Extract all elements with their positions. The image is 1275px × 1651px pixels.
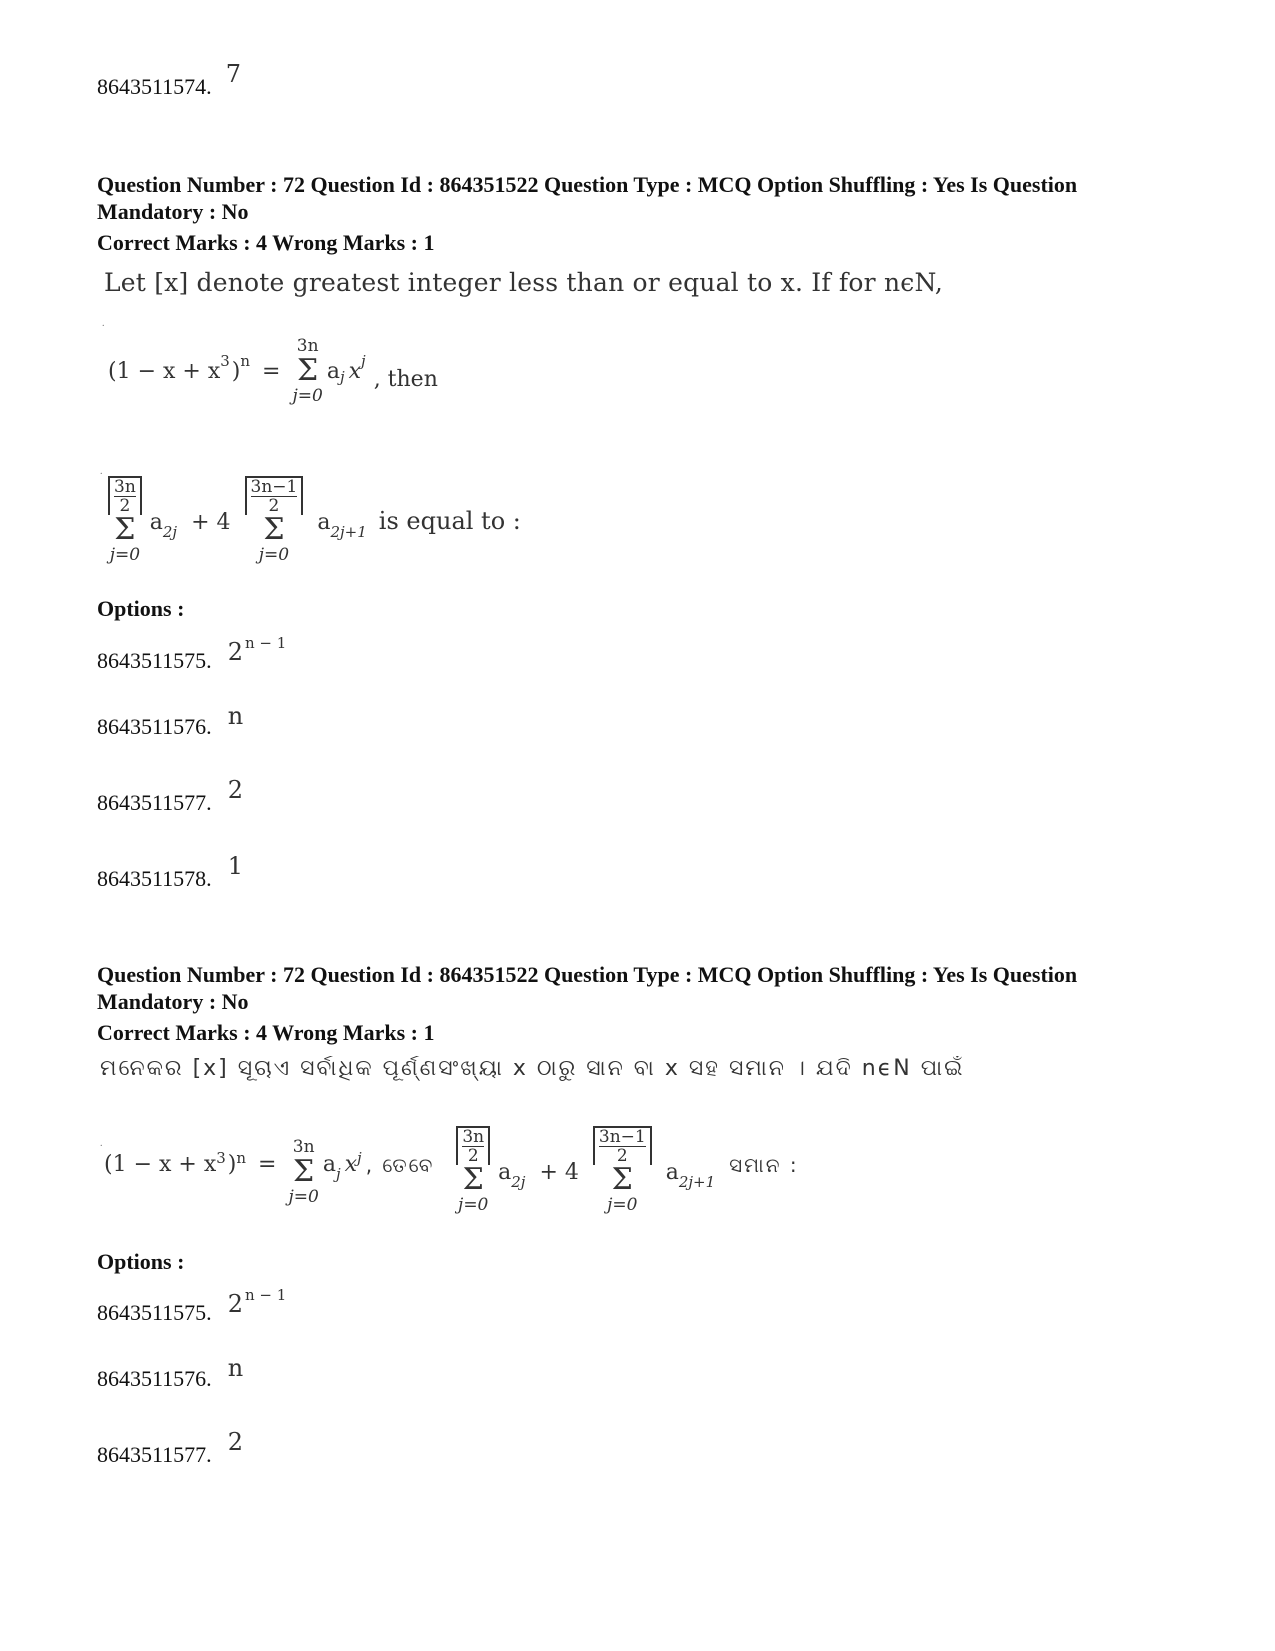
equal-to-text: is equal to :	[378, 507, 521, 535]
equation-sum	[108, 476, 521, 565]
term-a2j-sub: 2j	[162, 523, 178, 541]
sum-operator	[292, 336, 322, 406]
eq-equals: =	[262, 358, 281, 384]
term-x: x	[348, 358, 362, 384]
option-row	[97, 634, 287, 674]
then-text: , then	[373, 366, 438, 392]
question-meta-line2: Mandatory : No	[97, 989, 249, 1014]
option-sup: n − 1	[244, 1286, 287, 1304]
dot-marker: .	[100, 1138, 103, 1149]
term-a2j: a	[149, 510, 163, 535]
sum-top: 3n	[292, 1137, 315, 1157]
option-value: 1	[227, 852, 243, 880]
floor-num: 3n−1	[250, 477, 298, 497]
question-meta	[97, 961, 1197, 1015]
floor-den: 2	[616, 1146, 628, 1166]
sigma-icon: Σ	[114, 512, 136, 547]
question-meta	[97, 171, 1197, 225]
sigma-icon: Σ	[462, 1162, 484, 1197]
term-a2j1-sub: 2j+1	[678, 1173, 716, 1191]
term-x-sup: j	[361, 352, 366, 370]
question-meta-line1: Question Number : 72 Question Id : 864351522 Question Type : MCQ Option Shuffling : Yes Is Question	[97, 172, 1078, 197]
floor-den: 2	[467, 1146, 479, 1166]
floor-bracket	[456, 1126, 490, 1165]
option-row	[97, 702, 244, 740]
option-id: 8643511578.	[97, 866, 212, 891]
sigma-icon: Σ	[263, 512, 285, 547]
then-text-odia: , ତେବେ	[365, 1153, 435, 1177]
eq-lhs: (1 − x + x	[108, 358, 221, 384]
equation-combined	[104, 1126, 799, 1215]
options-heading: Options :	[97, 596, 185, 621]
dot-marker: .	[102, 318, 105, 329]
option-value: 2	[227, 776, 243, 804]
sum-even	[456, 1126, 490, 1215]
floor-bracket	[108, 476, 142, 515]
option-id: 8643511577.	[97, 790, 212, 815]
sigma-icon: Σ	[297, 353, 319, 388]
equal-text-odia: ସମାନ :	[729, 1153, 799, 1177]
eq-exp: 3	[216, 1149, 226, 1167]
sum-bottom: j=0	[458, 1195, 489, 1215]
marks-line: Correct Marks : 4 Wrong Marks : 1	[97, 230, 435, 255]
marks-line: Correct Marks : 4 Wrong Marks : 1	[97, 1020, 435, 1045]
option-id: 8643511576.	[97, 1366, 212, 1391]
question-meta-line1: Question Number : 72 Question Id : 864351522 Question Type : MCQ Option Shuffling : Yes Is Question	[97, 962, 1078, 987]
option-value: 7	[225, 60, 241, 88]
option-row	[97, 60, 241, 100]
sigma-icon: Σ	[293, 1154, 315, 1189]
floor-num: 3n	[114, 477, 136, 497]
sum-odd	[245, 476, 304, 565]
option-value: 2	[227, 1290, 243, 1318]
term-x-sup: j	[357, 1149, 362, 1167]
option-sup: n − 1	[244, 634, 287, 652]
sum-odd	[593, 1126, 652, 1215]
question-meta-line2: Mandatory : No	[97, 199, 249, 224]
option-value: n	[227, 1354, 244, 1382]
floor-den: 2	[268, 496, 280, 516]
floor-num: 3n	[462, 1127, 485, 1147]
term-a2j1: a	[665, 1160, 679, 1185]
term-a2j1: a	[317, 510, 331, 535]
sum-bottom: j=0	[288, 1187, 319, 1207]
term-x: x	[344, 1152, 358, 1177]
term-a2j1-sub: 2j+1	[330, 523, 367, 541]
eq-exp: 3	[220, 352, 230, 370]
eq-lhs: (1 − x + x	[104, 1152, 217, 1177]
term-a-sub: j	[335, 1165, 341, 1183]
sum-even	[108, 476, 142, 565]
option-row	[97, 1354, 244, 1392]
plus-four: + 4	[191, 510, 231, 535]
option-id: 8643511575.	[97, 648, 212, 673]
floor-den: 2	[119, 496, 131, 516]
eq-paren: )	[231, 358, 241, 384]
eq-n: n	[236, 1149, 247, 1167]
term-a2j: a	[498, 1160, 512, 1185]
question-stem: Let [x] denote greatest integer less than or equal to x. If for nϵN,	[104, 268, 944, 297]
sum-top: 3n	[296, 336, 319, 356]
options-heading: Options :	[97, 1249, 185, 1274]
term-a: a	[326, 358, 340, 384]
plus-four: + 4	[539, 1160, 579, 1185]
option-value: 2	[227, 638, 243, 666]
option-value: 2	[227, 1428, 243, 1456]
sum-bottom: j=0	[258, 545, 290, 565]
question-stem-odia: ମନେକର [x] ସୂଚାଏ ସର୍ବାଧିକ ପୂର୍ଣ୍ଣସଂଖ୍ୟା x ଠାରୁ ସାନ ବା x ସହ ସମାନ । ଯଦି nϵN ପାଇଁ	[100, 1056, 965, 1081]
term-a2j-sub: 2j	[511, 1173, 526, 1191]
sum-operator	[288, 1137, 318, 1207]
option-id: 8643511575.	[97, 1300, 212, 1325]
eq-paren: )	[227, 1152, 237, 1177]
floor-num: 3n−1	[598, 1127, 646, 1147]
floor-bracket	[593, 1126, 652, 1165]
option-row	[97, 1286, 287, 1326]
option-row	[97, 852, 243, 892]
sum-bottom: j=0	[292, 386, 323, 406]
floor-bracket	[245, 476, 304, 515]
option-id: 8643511577.	[97, 1442, 212, 1467]
eq-equals: =	[258, 1152, 277, 1177]
sigma-icon: Σ	[611, 1162, 633, 1197]
option-value: n	[227, 702, 244, 730]
sum-bottom: j=0	[607, 1195, 638, 1215]
eq-n: n	[240, 352, 251, 370]
term-a: a	[322, 1152, 336, 1177]
option-row	[97, 1428, 243, 1468]
option-id: 8643511574.	[97, 74, 212, 99]
option-id: 8643511576.	[97, 714, 212, 739]
equation-expansion	[108, 336, 438, 406]
term-a-sub: j	[339, 368, 345, 386]
dot-marker: .	[100, 466, 103, 477]
sum-bottom: j=0	[109, 545, 141, 565]
option-row	[97, 776, 243, 816]
